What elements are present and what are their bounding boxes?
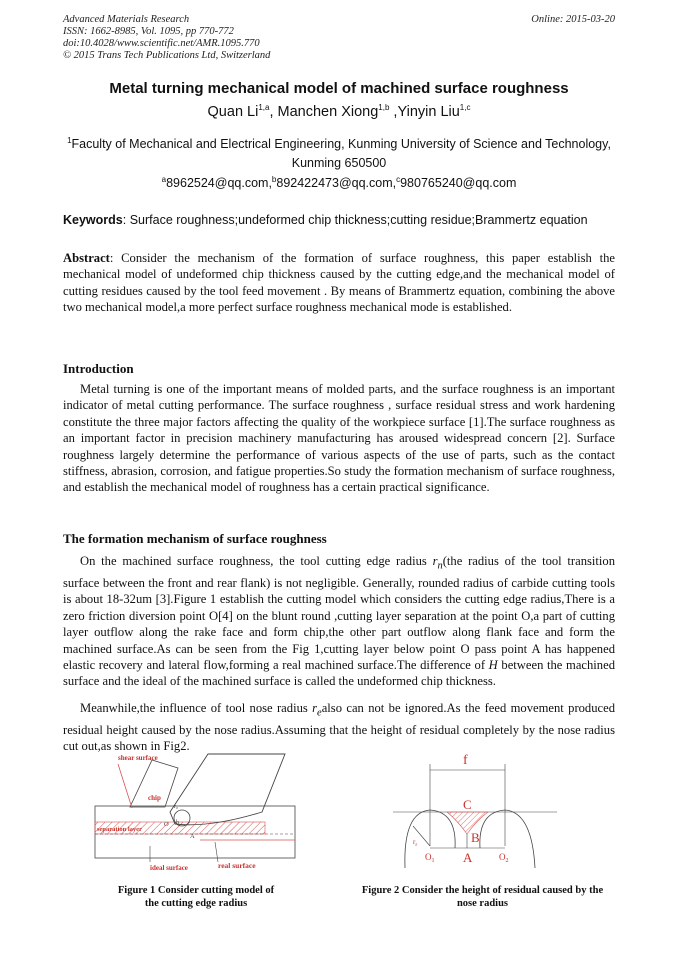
email-link[interactable]: 980765240@qq.com [400,176,517,191]
label-o2 [499,852,509,864]
abstract [63,250,615,316]
label-ideal-surface: ideal surface [150,864,188,872]
label-c: C [463,797,472,812]
author-name: Quan Li [207,103,259,120]
symbol-base: r [312,701,318,715]
author-affiliation-mark: 1,a [258,103,270,112]
formation-paragraph-1 [63,553,615,690]
abstract-text: : Consider the mechanism of the formation of surface roughness, this paper establish the mechanical model of undeformed chip thickness caused by the cutting edge,and the mechanical model of cutting residues caused by the tool feed movement . By means of Brammertz equation, combining the above two mechanical model,a more perfect surface roughness mechanical mode is established. [63,251,615,315]
author-affiliation-mark: 1,c [459,103,471,112]
author-name: ,Yinyin Liu [389,103,460,120]
label-o2-base: O [499,852,506,862]
symbol-subscript: e [317,707,322,719]
journal-name: Advanced Materials Research [63,14,190,25]
copyright-line: © 2015 Trans Tech Publications Ltd, Switzerland [63,50,271,61]
symbol-base: r [432,554,438,568]
cutting-tool [170,754,285,825]
caption-line: the cutting edge radius [144,898,248,909]
label-b: b [176,819,180,826]
email-list [0,175,678,190]
label-a: A [190,833,195,840]
label-o2-sub: 2 [505,858,509,864]
residual-area [447,812,488,834]
affiliation [63,131,615,173]
section-heading-introduction: Introduction [63,361,134,376]
running-header [63,14,270,62]
label-real-surface: real surface [218,861,256,870]
label-o1-base: O [425,852,432,862]
real-surface-pointer [215,842,218,862]
text-run: On the machined surface roughness, the tool cutting edge radius [80,554,433,568]
label-shear-surface: shear surface [118,754,158,762]
label-re [413,838,417,848]
figure-2-caption [345,884,620,910]
shear-line [118,764,132,808]
email-mark: c [396,175,401,184]
symbol-H: H [488,657,498,672]
email-link[interactable]: 892422473@qq.com, [276,176,397,191]
author-list [0,103,678,120]
label-f: f [463,753,468,768]
text-run: Meanwhile,the influence of tool nose radius [80,701,313,715]
email-link[interactable]: 8962524@qq.com, [166,176,272,191]
symbol-re [312,701,322,719]
affiliation-text: Faculty of Mechanical and Electrical Engineering, Kunming University of Science and Technology, Kunming 650500 [71,137,611,171]
symbol-subscript: n [437,560,443,572]
caption-line: Figure 2 Consider the height of residual caused by the [361,885,604,896]
email-mark: b [271,175,277,184]
label-o1 [425,852,435,864]
online-date: Online: 2015-03-20 [531,14,615,25]
keywords-text: : Surface roughness;undeformed chip thickness;cutting residue;Brammertz equation [122,213,588,227]
label-r0: r₀ [174,804,179,810]
introduction-paragraph: Metal turning is one of the important means of molded parts, and the surface roughness is an important indicator of metal cutting performance. The surface roughness , surface residual stress and work hardening constitute the three major factors affecting the quality of the workpiece surface [1].The surface roughness as an important factor in precision machinery manufacturing has aroused widespread concern [2]. Surface roughness largely determine the performance of various aspects of the use of parts, such as the contact stiffness, abrasion, corrosion, and fatigue properties.So study the formation mechanism of surface roughness, and establish the mechanical model of roughness has a certain practical significance. [63,382,615,495]
caption-line: Figure 1 Consider cutting model of [117,885,275,896]
text-run: between the machined surface and the ideal of the machined surface is called the undeformed chip thickness. [63,657,615,689]
author-affiliation-mark: 1,b [378,103,390,112]
label-chip: chip [148,794,161,802]
figure-1-cutting-model [90,752,300,882]
label-o: O [164,821,169,828]
caption-line: nose radius [456,898,509,909]
label-separation-layer: separation layer [97,826,142,833]
label-re-base: r [413,838,416,846]
label-a: A [463,850,473,865]
keywords [63,213,615,227]
abstract-label: Abstract [63,251,110,265]
keywords-label: Keywords [63,213,123,227]
email-mark: a [161,175,167,184]
issn-line: ISSN: 1662-8985, Vol. 1095, pp 770-772 [63,26,234,37]
symbol-rn [432,554,443,572]
label-re-sub: ε [415,843,418,848]
paper-title: Metal turning mechanical model of machined surface roughness [109,80,569,97]
text-run: also can not be ignored.As the feed movement produced residual height caused by the nose radius.Assuming that the height of residual completely by the nose radius cut out,as shown in Fig2. [63,701,616,754]
section-heading-formation: The formation mechanism of surface roughness [63,531,327,546]
author-name: , Manchen Xiong [269,103,379,120]
text-run: (the radius of the tool transition surface between the front and rear flank) is not negligible. Generally, rounded radius of carbide cutting tools is about 18-32um [3].Figure 1 establish the cutting model which considers the cutting edge radius,There is a zero friction diversion point O[4] on the blunt round ,cutting layer separation at the point O,a part of cutting layer outflow along the rake face and form chip,the other part outflow along flank face and form the machined surface.As can be seen from the Fig 1,cutting layer below point O pass point A has happened elastic recovery and lateral flow,forming a real machined surface.The difference of [63,554,616,672]
figure-1-caption [96,884,296,910]
doi-line[interactable]: doi:10.4028/www.scientific.net/AMR.1095.770 [63,38,260,49]
label-b: B [471,830,480,845]
label-o1-sub: 1 [431,858,435,864]
formation-paragraph-2 [63,700,615,755]
affiliation-mark: 1 [67,136,72,145]
figure-2-residual-height [385,748,565,873]
